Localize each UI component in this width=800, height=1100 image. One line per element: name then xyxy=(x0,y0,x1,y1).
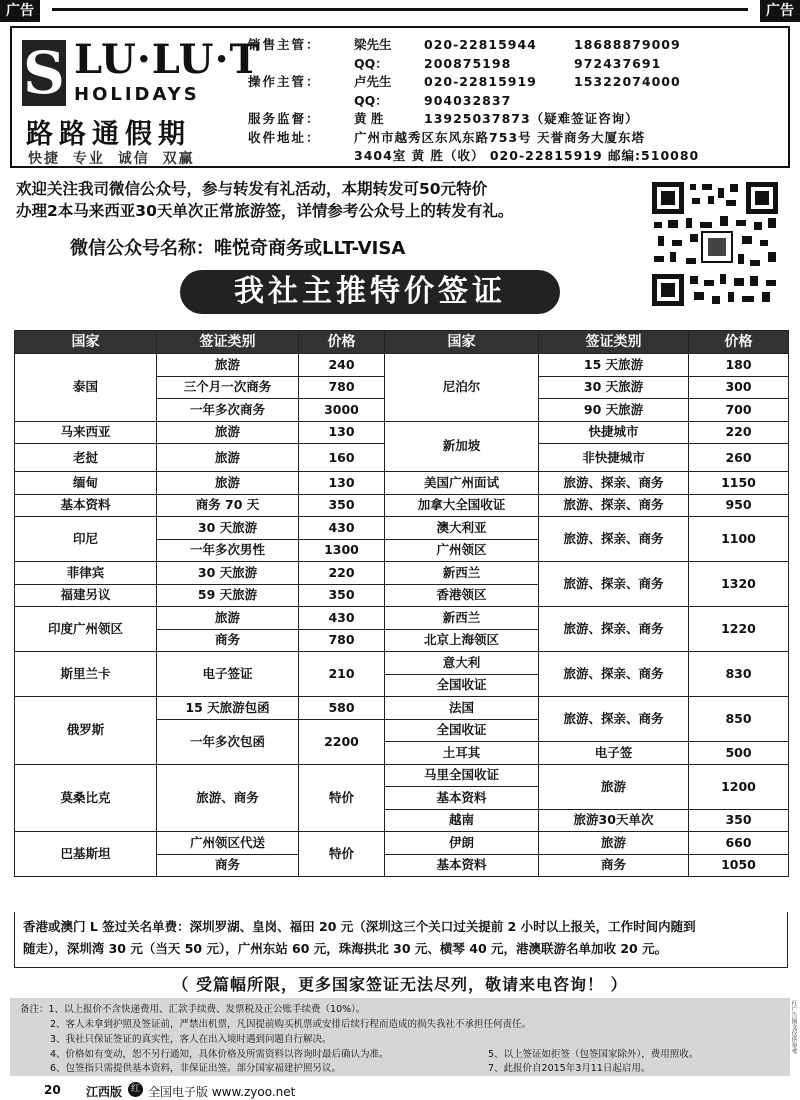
col-header-price: 价格 xyxy=(689,331,789,354)
country-cell: 伊朗 xyxy=(385,832,539,855)
contact-label: 销售主管： xyxy=(248,37,321,52)
visa-type-cell: 旅游、探亲、商务 xyxy=(539,494,689,517)
visa-type-cell: 30 天旅游 xyxy=(157,517,299,540)
visa-type-cell: 旅游 xyxy=(157,607,299,630)
visa-type-cell: 90 天旅游 xyxy=(539,399,689,422)
price-cell: 660 xyxy=(689,832,789,855)
country-note-cell: 北京上海领区 xyxy=(385,629,539,652)
visa-type-cell: 旅游、探亲、商务 xyxy=(539,517,689,562)
supervisor-phone[interactable]: 13925037873（疑难签证咨询） xyxy=(424,111,639,126)
country-note-cell: 香港领区 xyxy=(385,584,539,607)
price-cell: 1320 xyxy=(689,562,789,607)
visa-type-cell: 广州领区代送 xyxy=(157,832,299,855)
visa-type-cell: 旅游、商务 xyxy=(157,764,299,832)
contact-name: 黄 胜 xyxy=(354,111,384,126)
visa-type-cell: 59 天旅游 xyxy=(157,584,299,607)
country-cell: 加拿大全国收证 xyxy=(385,494,539,517)
contact-row xyxy=(248,73,788,92)
price-cell: 210 xyxy=(299,652,385,697)
table-row xyxy=(15,494,789,517)
header-box xyxy=(10,26,790,168)
top-rule xyxy=(52,8,748,11)
contact-name: QQ： xyxy=(354,55,388,71)
promo-line-1: 欢迎关注我司微信公众号，参与转发有礼活动，本期转发可50元特价 xyxy=(16,180,488,198)
contact-row xyxy=(248,55,788,74)
visa-type-cell: 15 天旅游包函 xyxy=(157,697,299,720)
price-cell: 260 xyxy=(689,444,789,472)
limited-space-notice: （ 受篇幅所限，更多国家签证无法尽列，敬请来电咨询！ ） xyxy=(172,975,628,994)
country-cell: 法国 xyxy=(385,697,539,720)
country-cell: 莫桑比克 xyxy=(15,764,157,832)
visa-type-cell: 商务 xyxy=(539,854,689,877)
col-header-visa-type: 签证类别 xyxy=(157,331,299,354)
contact-row xyxy=(248,92,788,111)
contact-qq-2[interactable]: 972437691 xyxy=(574,55,662,71)
country-note-cell: 基本资料 xyxy=(385,787,539,810)
contact-list xyxy=(248,36,788,166)
table-row xyxy=(15,517,789,540)
wechat-account-name: 微信公众号名称：唯悦奇商务或LLT-VISA xyxy=(70,238,406,259)
visa-type-cell: 电子签 xyxy=(539,742,689,765)
contact-row xyxy=(248,110,788,129)
table-row xyxy=(15,354,789,377)
contact-label: 收件地址： xyxy=(248,129,321,145)
country-cell: 澳大利亚 xyxy=(385,517,539,540)
price-cell: 350 xyxy=(299,584,385,607)
logo-s-mark: S xyxy=(23,39,65,107)
visa-type-cell: 三个月一次商务 xyxy=(157,376,299,399)
price-cell: 180 xyxy=(689,354,789,377)
table-row xyxy=(15,697,789,720)
visa-type-cell: 30 天旅游 xyxy=(157,562,299,585)
contact-label: 服务监督： xyxy=(248,111,321,126)
side-vertical-text: 红广告图文仅供参考 xyxy=(790,1000,797,1054)
visa-type-cell: 15 天旅游 xyxy=(539,354,689,377)
visa-type-cell: 一年多次男性 xyxy=(157,539,299,562)
country-note-cell: 广州领区 xyxy=(385,539,539,562)
page-number: 20 xyxy=(44,1083,61,1097)
price-cell: 350 xyxy=(689,809,789,832)
col-header-country: 国家 xyxy=(385,331,539,354)
price-cell: 1100 xyxy=(689,517,789,562)
price-cell: 850 xyxy=(689,697,789,742)
mail-address: 广州市越秀区东风东路753号 天誉商务大厦东塔 xyxy=(354,129,645,145)
edition-label: 江西版 xyxy=(86,1085,123,1099)
table-row xyxy=(15,607,789,630)
visa-type-cell: 30 天旅游 xyxy=(539,376,689,399)
table-row xyxy=(15,421,789,444)
table-header-row xyxy=(15,331,789,354)
remark-6: 6、包签指只需提供基本资料，非保证出签。部分国家福建护照另议。 xyxy=(50,1063,342,1074)
promo-line-2: 办理2本马来西亚30天单次正常旅游签，详情参考公众号上的转发有礼。 xyxy=(16,202,514,220)
qr-code-icon[interactable] xyxy=(650,180,780,308)
visa-type-cell: 旅游 xyxy=(157,444,299,472)
country-cell: 新西兰 xyxy=(385,562,539,585)
country-note-cell: 全国收证 xyxy=(385,674,539,697)
country-cell: 新西兰 xyxy=(385,607,539,630)
contact-phone[interactable]: 020-22815919 xyxy=(424,74,537,89)
country-cell: 美国广州面试 xyxy=(385,472,539,495)
visa-type-cell: 旅游、探亲、商务 xyxy=(539,652,689,697)
logo-brand: LU·LU·T xyxy=(74,36,261,83)
price-cell: 1150 xyxy=(689,472,789,495)
col-header-country: 国家 xyxy=(15,331,157,354)
country-cell: 意大利 xyxy=(385,652,539,675)
country-cell: 俄罗斯 xyxy=(15,697,157,765)
mail-address-line2: 3404室 黄 胜（收） 020-22815919 邮编:510080 xyxy=(354,148,700,163)
price-cell: 特价 xyxy=(299,764,385,832)
contact-mobile[interactable]: 15322074000 xyxy=(574,74,681,89)
country-cell: 土耳其 xyxy=(385,742,539,765)
visa-type-cell: 快捷城市 xyxy=(539,421,689,444)
contact-mobile[interactable]: 18688879009 xyxy=(574,37,681,52)
country-cell: 斯里兰卡 xyxy=(15,652,157,697)
visa-type-cell: 旅游 xyxy=(157,421,299,444)
price-cell: 220 xyxy=(689,421,789,444)
table-row xyxy=(15,832,789,855)
main-headline: 我社主推特价签证 xyxy=(180,270,560,314)
company-logo xyxy=(18,34,261,167)
country-cell: 尼泊尔 xyxy=(385,354,539,422)
table-row xyxy=(15,764,789,787)
col-header-visa-type: 签证类别 xyxy=(539,331,689,354)
remark-2: 2、客人未拿到护照及签证前，严禁出机票，凡因提前购买机票或安排后续行程而造成的损失我社不承担任何责任。 xyxy=(50,1019,532,1030)
price-cell: 1220 xyxy=(689,607,789,652)
price-cell: 780 xyxy=(299,376,385,399)
price-cell: 2200 xyxy=(299,719,385,764)
table-row xyxy=(15,652,789,675)
visa-type-cell: 旅游、探亲、商务 xyxy=(539,697,689,742)
promo-text xyxy=(16,178,656,222)
price-cell: 430 xyxy=(299,607,385,630)
price-cell: 1300 xyxy=(299,539,385,562)
remark-1: 备注：1、以上报价不含快递费用、汇款手续费、发票税及正公账手续费（10%）。 xyxy=(20,1004,366,1015)
country-cell: 马来西亚 xyxy=(15,421,157,444)
contact-name: 卢先生 xyxy=(354,74,392,89)
table-row xyxy=(15,472,789,495)
visa-type-cell: 一年多次商务 xyxy=(157,399,299,422)
price-cell: 220 xyxy=(299,562,385,585)
col-header-price: 价格 xyxy=(299,331,385,354)
contact-name: 梁先生 xyxy=(354,37,392,52)
hk-macau-note xyxy=(14,912,788,968)
page-footer xyxy=(0,1080,800,1100)
remark-3: 3、我社只保证签证的真实性，客人在出入境时遇到问题自行解决。 xyxy=(50,1034,332,1045)
country-note-cell: 基本资料 xyxy=(385,854,539,877)
visa-type-cell: 非快捷城市 xyxy=(539,444,689,472)
country-cell: 印尼 xyxy=(15,517,157,562)
contact-qq[interactable]: 200875198 xyxy=(424,55,512,71)
visa-type-cell: 旅游 xyxy=(539,832,689,855)
price-cell: 特价 xyxy=(299,832,385,877)
visa-type-cell: 旅游、探亲、商务 xyxy=(539,562,689,607)
price-cell: 580 xyxy=(299,697,385,720)
contact-row xyxy=(248,147,788,166)
country-cell: 老挝 xyxy=(15,444,157,472)
visa-type-cell: 商务 70 天 xyxy=(157,494,299,517)
logo-holidays: HOLIDAYS xyxy=(74,84,200,105)
price-cell: 780 xyxy=(299,629,385,652)
visa-type-cell: 旅游30天单次 xyxy=(539,809,689,832)
contact-row xyxy=(248,36,788,55)
visa-type-cell: 电子签证 xyxy=(157,652,299,697)
visa-type-cell: 旅游 xyxy=(157,354,299,377)
price-cell: 700 xyxy=(689,399,789,422)
hk-note-line-1: 香港或澳门 L 签过关名单费：深圳罗湖、皇岗、福田 20 元（深圳这三个关口过关提前 2 小时以上报关，工作时间内随到 xyxy=(23,919,696,934)
website-link[interactable]: 全国电子版 www.zyoo.net xyxy=(148,1085,296,1099)
visa-type-cell: 旅游 xyxy=(157,472,299,495)
price-cell: 130 xyxy=(299,421,385,444)
visa-type-cell: 商务 xyxy=(157,854,299,877)
logo-chinese-name: 路路通假期 xyxy=(26,119,191,150)
contact-label: 操作主管： xyxy=(248,74,321,89)
country-cell: 巴基斯坦 xyxy=(15,832,157,877)
contact-row xyxy=(248,129,788,148)
price-cell: 350 xyxy=(299,494,385,517)
country-note-cell: 福建另议 xyxy=(15,584,157,607)
remarks-box xyxy=(10,998,790,1076)
country-cell: 新加坡 xyxy=(385,421,539,472)
country-cell: 缅甸 xyxy=(15,472,157,495)
remark-5: 5、以上签证如拒签（包签国家除外），费用照收。 xyxy=(488,1049,699,1060)
table-row xyxy=(15,562,789,585)
country-cell: 马里全国收证 xyxy=(385,764,539,787)
country-cell: 泰国 xyxy=(15,354,157,422)
price-cell: 1200 xyxy=(689,764,789,809)
price-cell: 300 xyxy=(689,376,789,399)
country-cell: 菲律宾 xyxy=(15,562,157,585)
country-note-cell: 基本资料 xyxy=(15,494,157,517)
visa-type-cell: 旅游、探亲、商务 xyxy=(539,472,689,495)
hong-circle-icon: 红 xyxy=(128,1082,143,1097)
remark-7: 7、此报价自2015年3月11日起启用。 xyxy=(488,1063,651,1074)
visa-type-cell: 一年多次包函 xyxy=(157,719,299,764)
visa-type-cell: 商务 xyxy=(157,629,299,652)
ad-label-left: 广告 xyxy=(0,0,40,22)
hk-note-line-2: 随走），深圳湾 30 元（当天 50 元），广州东站 60 元，珠海拱北 30 元、横琴 40 元，港澳联游名单加收 20 元。 xyxy=(23,941,668,956)
remark-4: 4、价格如有变动，恕不另行通知，具体价格及所需资料以咨询时最后确认为准。 xyxy=(50,1049,389,1060)
price-cell: 830 xyxy=(689,652,789,697)
price-cell: 130 xyxy=(299,472,385,495)
price-cell: 500 xyxy=(689,742,789,765)
price-cell: 1050 xyxy=(689,854,789,877)
visa-price-table xyxy=(14,330,789,877)
price-cell: 430 xyxy=(299,517,385,540)
visa-type-cell: 旅游、探亲、商务 xyxy=(539,607,689,652)
contact-qq[interactable]: 904032837 xyxy=(424,92,512,108)
price-cell: 950 xyxy=(689,494,789,517)
visa-type-cell: 旅游 xyxy=(539,764,689,809)
ad-label-right: 广告 xyxy=(760,0,800,22)
contact-phone[interactable]: 020-22815944 xyxy=(424,37,537,52)
price-cell: 240 xyxy=(299,354,385,377)
price-cell: 160 xyxy=(299,444,385,472)
contact-name: QQ： xyxy=(354,92,388,108)
country-cell: 印度广州领区 xyxy=(15,607,157,652)
country-cell: 越南 xyxy=(385,809,539,832)
price-cell: 3000 xyxy=(299,399,385,422)
logo-slogan: 快捷 专业 诚信 双赢 xyxy=(28,151,195,167)
country-note-cell: 全国收证 xyxy=(385,719,539,742)
